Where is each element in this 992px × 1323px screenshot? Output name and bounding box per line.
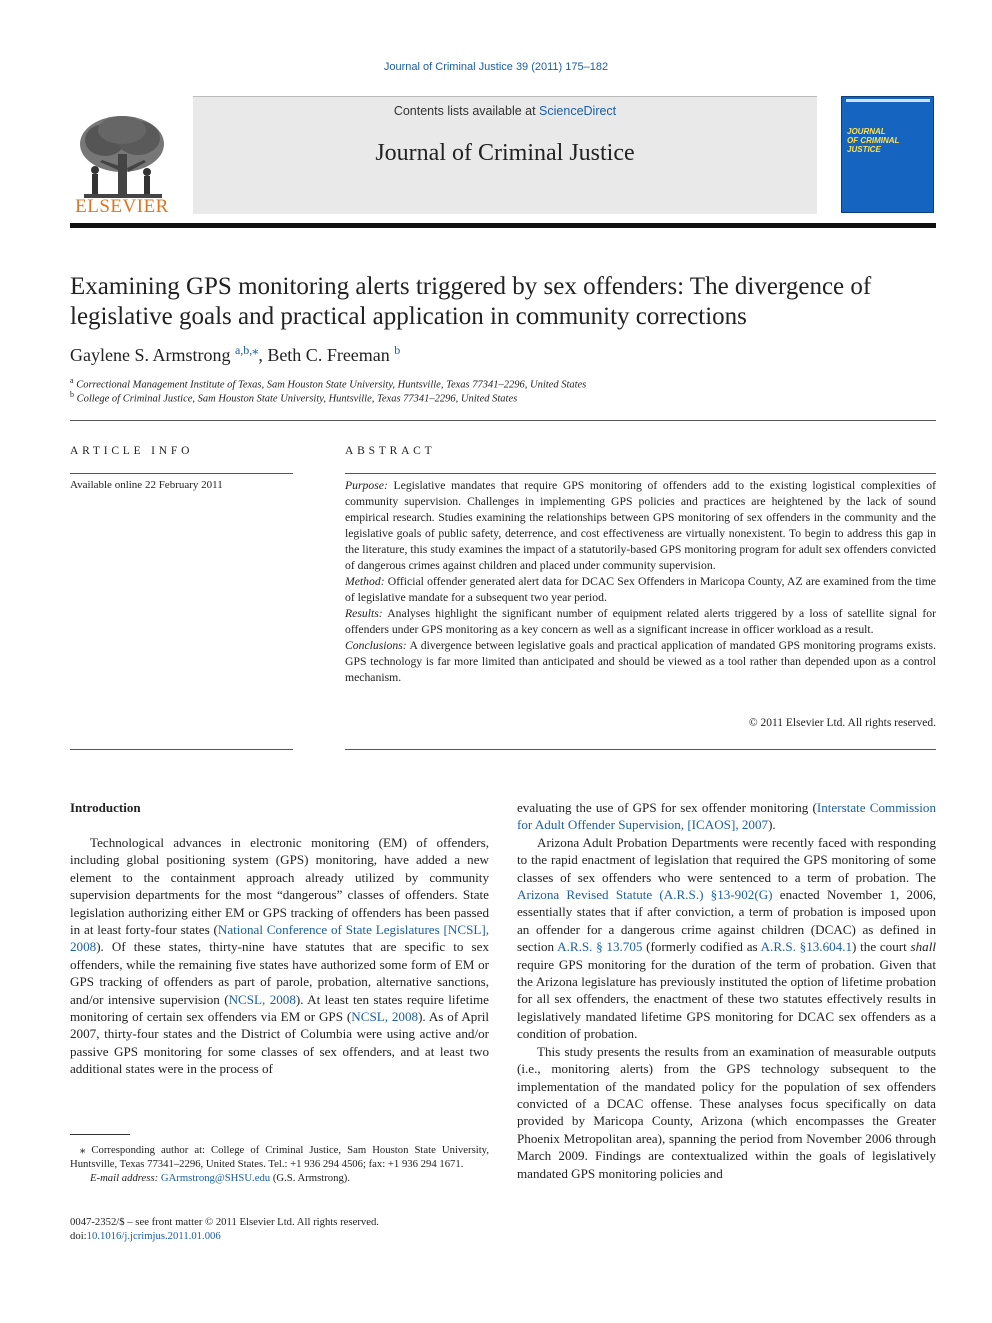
citation-link[interactable]: Arizona Revised Statute (A.R.S.) §13-902(G) xyxy=(517,887,773,903)
email-link[interactable]: GArmstrong@SHSU.edu xyxy=(160,1172,271,1184)
abstract-body xyxy=(345,478,936,686)
author-list xyxy=(70,343,936,366)
citation-link[interactable]: A.R.S. §13.604.1 xyxy=(760,939,853,955)
abstract-section xyxy=(345,574,936,606)
doi-label: doi: xyxy=(70,1230,87,1242)
doi-line xyxy=(70,1229,489,1243)
abstract-heading: ABSTRACT xyxy=(345,445,436,457)
citation-link[interactable]: A.R.S. § 13.705 xyxy=(557,939,643,955)
body-text: evaluating the use of GPS for sex offender monitoring ( xyxy=(517,800,817,815)
body-text: require GPS monitoring for the duration of the term of probation. Given that the Arizona legislature has previously instituted the option of lifetime probation for all sex offenders, the enactment of these two statutes effectively results in legislatively mandated lifetime GPS monitoring for DCAC sex offenders as a condition of probation. xyxy=(517,956,936,1042)
abstract-section xyxy=(345,638,936,686)
doi-link[interactable]: 10.1016/j.jcrimjus.2011.01.006 xyxy=(86,1230,221,1242)
author-affiliation-marker[interactable]: b xyxy=(394,343,401,357)
abstract-text: Legislative mandates that require GPS monitoring of offenders add to the existing logistical complexities of community supervision. Challenges in implementing GPS policies and practices are heightened by the lack of sound empirical research. Studies examining the relationships between GPS monitoring of sex offenders in the community and the legislative goals of public safety, deterrence, and cost effectiveness are virtually nonexistent. To begin to address this gap in the literature, this study examines the impact of a statutorily-based GPS monitoring program for adult sex offenders convicted of dangerous crimes against children and placed under community supervision. xyxy=(345,479,936,572)
abstract-label: Method: xyxy=(345,575,385,588)
affiliation-mark: b xyxy=(70,390,74,399)
body-text: Arizona Adult Probation Departments were recently faced with responding to the rapid enactment of legislation that required the GPS monitoring of some classes of sex offenders who were sentenced to a term of probation. The xyxy=(517,834,936,885)
citation-link[interactable]: NCSL, 2008 xyxy=(228,991,296,1007)
affiliation-divider xyxy=(70,420,936,421)
emphasis-text: shall xyxy=(910,939,936,955)
corresponding-author-footnote xyxy=(70,1143,489,1185)
right-column xyxy=(517,799,936,1182)
article-title: Examining GPS monitoring alerts triggered by sex offenders: The divergence of legislative goals and practical application in community corrections xyxy=(70,273,872,330)
citation-link[interactable]: Interstate Commission for Adult Offender Supervision, [ICAOS], 2007 xyxy=(517,800,936,833)
body-text: This study presents the results from an examination of measurable outputs (i.e., monitoring alerts) from the GPS technology subsequent to the implementation of the mandated policy for the population of sex offenders convicted of a DCAC offense. These analyses focus specifically on data provided by Maricopa County, Arizona (which encompasses the Greater Phoenix Metropolitan area), spanning the period from November 2006 through March 2009. Findings are contextualized within the goals of legislatively mandated GPS monitoring policies and xyxy=(517,1043,936,1181)
publisher-logo-text: ELSEVIER xyxy=(75,196,169,217)
affiliation-text: College of Criminal Justice, Sam Houston State University, Huntsville, Texas 77341–2296, United States xyxy=(76,393,518,405)
abstract-rule xyxy=(345,473,936,474)
article-info-rule xyxy=(70,473,293,474)
issn-line: 0047-2352/$ – see front matter © 2011 Elsevier Ltd. All rights reserved. xyxy=(70,1216,379,1228)
contents-prefix: Contents lists available at xyxy=(393,104,540,118)
email-suffix: (G.S. Armstrong). xyxy=(270,1172,351,1184)
affiliation-text: Correctional Management Institute of Texas, Sam Houston State University, Huntsville, Texas 77341–2296, United States xyxy=(76,379,587,391)
citation-link[interactable]: NCSL, 2008 xyxy=(351,1009,419,1025)
abstract-label: Purpose: xyxy=(345,479,388,492)
affiliation xyxy=(70,390,936,405)
introduction-heading: Introduction xyxy=(70,800,141,815)
article-info-heading: ARTICLE INFO xyxy=(70,445,194,457)
journal-cover-image[interactable] xyxy=(841,96,934,213)
body-paragraph xyxy=(517,834,936,1043)
affiliation xyxy=(70,376,936,391)
cover-title xyxy=(847,127,927,154)
body-text: ). xyxy=(768,817,776,833)
author-separator: , xyxy=(258,345,268,365)
abstract-text: A divergence between legislative goals and practical application of mandated GPS monitoring programs exists. GPS technology is far more limited than anticipated and should be viewed as a tool rather than depended upon as a control mechanism. xyxy=(345,639,936,684)
corresponding-author: ⁎ Corresponding author at: College of Criminal Justice, Sam Houston State University, Huntsville, Texas 77341–2296, United States. Tel.: +1 936 294 4506; fax: +1 936 294 1671. xyxy=(70,1144,489,1170)
abstract-bottom-rule xyxy=(345,749,936,750)
citation-link[interactable]: National Conference of State Legislatures [NCSL], 2008 xyxy=(70,922,490,955)
body-text: (formerly codified as xyxy=(642,939,761,955)
header-divider xyxy=(70,223,936,228)
email-line xyxy=(70,1171,489,1185)
journal-name: Journal of Criminal Justice xyxy=(375,140,635,166)
abstract-label: Results: xyxy=(345,607,383,620)
abstract-text: Analyses highlight the significant number of equipment related alerts triggered by a loss of satellite signal for offenders under GPS monitoring as a key concern as well as a significant increase in officer workload as a result. xyxy=(345,607,936,636)
author-name: Beth C. Freeman xyxy=(267,345,390,365)
cover-header-strip xyxy=(846,99,930,102)
cover-title-line: OF CRIMINAL xyxy=(847,136,900,145)
journal-citation[interactable]: Journal of Criminal Justice 39 (2011) 175–182 xyxy=(383,61,609,73)
body-paragraph xyxy=(517,799,936,834)
cover-title-line: JUSTICE xyxy=(847,145,881,154)
body-text: ). At least ten states require lifetime monitoring of certain sex offenders via EM or GPS ( xyxy=(70,991,489,1025)
body-paragraph xyxy=(70,834,489,1078)
body-text: ) the court xyxy=(852,939,911,955)
cover-title-line: JOURNAL xyxy=(847,127,886,136)
front-matter xyxy=(70,1215,489,1243)
affiliation-mark: a xyxy=(70,376,74,385)
body-text: ). Of these states, thirty-nine have statutes that are specific to sex offenders, while the remaining five states have authorized some form of EM or GPS tracking of offenders as part of parole, probation, alternative sanctions, and/or intensive supervision ( xyxy=(70,939,489,1007)
abstract-text: Official offender generated alert data for DCAC Sex Offenders in Maricopa County, AZ are examined from the time of legislative mandate for a subsequent two year period. xyxy=(345,575,936,604)
abstract-copyright: © 2011 Elsevier Ltd. All rights reserved. xyxy=(748,717,936,729)
body-text: Technological advances in electronic monitoring (EM) of offenders, including global positioning system (GPS) monitoring, have added a new element to the containment approach already utilized by community supervision departments for the most “dangerous” classes of offenders. State legislation authorizing either EM or GPS tracking of offenders has been passed in at least forty-four states ( xyxy=(70,835,489,938)
body-paragraph xyxy=(517,1043,936,1182)
email-label: E-mail address: xyxy=(90,1172,159,1184)
abstract-section xyxy=(345,478,936,574)
sciencedirect-link[interactable]: ScienceDirect xyxy=(539,104,617,118)
contents-line xyxy=(193,104,817,118)
author-affiliation-marker[interactable]: a,b,⁎ xyxy=(234,343,259,357)
abstract-label: Conclusions: xyxy=(345,639,407,652)
available-online: Available online 22 February 2011 xyxy=(70,479,223,491)
author-name: Gaylene S. Armstrong xyxy=(70,345,231,365)
footnote-rule xyxy=(70,1134,130,1135)
abstract-section xyxy=(345,606,936,638)
left-column xyxy=(70,834,489,1078)
body-text: ). As of April 2007, thirty-four states and the District of Columbia were using active and/or passive GPS monitoring for some classes of sex offenders, and at least two additional states were in the process of xyxy=(70,1009,489,1077)
article-info-bottom-rule xyxy=(70,749,293,750)
body-text: enacted November 1, 2006, essentially states that if after conviction, a term of probation is imposed upon an offender for a dangerous crime against children (DCAC) as defined in section xyxy=(517,887,936,955)
